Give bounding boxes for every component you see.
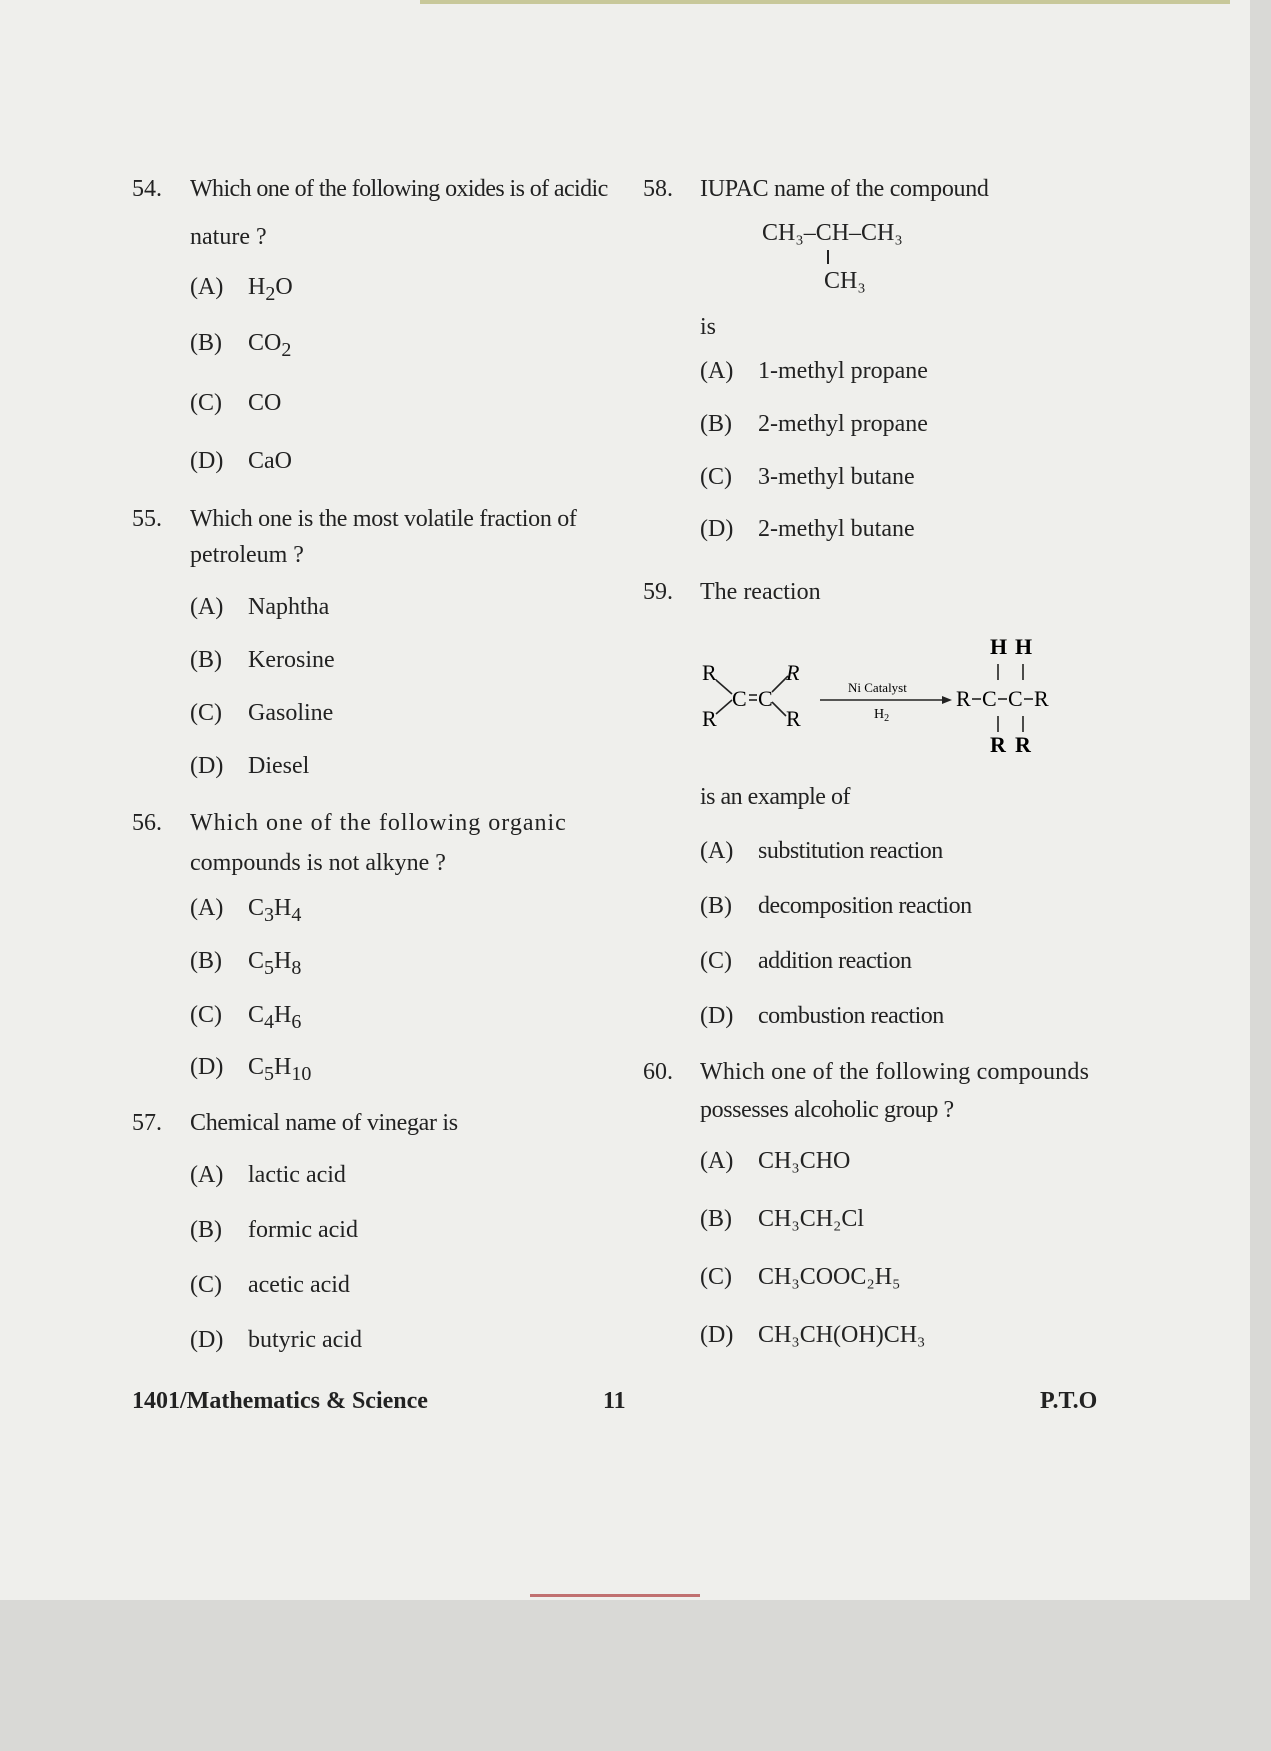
pto-label: P.T.O [1040,1388,1098,1414]
structure-bond [827,250,829,264]
question-text-cont: possesses alcoholic group ? [700,1097,954,1123]
product-r-bottom-right: R [1015,732,1031,757]
bond [716,680,732,694]
structure-58 [762,220,962,300]
option-58-b: (B) 2-methyl propane [700,411,928,437]
question-text: IUPAC name of the compound [700,176,989,202]
option-57-d: (D) butyric acid [190,1327,362,1353]
option-55-b: (B) Kerosine [190,647,335,673]
option-57-c: (C) acetic acid [190,1272,350,1298]
question-text: Which one of the following compounds [700,1059,1090,1085]
reactant-carbon-right: C [758,686,773,711]
option-59-c: (C) addition reaction [700,948,912,974]
question-60 [643,1055,1103,1135]
page-number: 11 [603,1388,626,1414]
question-54 [132,172,612,250]
reactant-r-top-right: R [786,660,800,685]
option-58-c: (C) 3-methyl butane [700,464,915,490]
bond [716,700,732,714]
option-58-a: (A) 1-methyl propane [700,358,928,384]
question-text: Which one is the most volatile fraction of [190,506,577,532]
question-text: Which one of the following organic [190,810,567,836]
question-number: 55. [132,506,162,532]
question-text-cont: compounds is not alkyne ? [190,850,446,876]
question-number: 60. [643,1059,673,1085]
catalyst-label: Ni Catalyst [848,680,907,695]
question-text: Chemical name of vinegar is [190,1110,458,1136]
question-number: 54. [132,176,162,202]
question-59-text-cont: is an example of [700,784,850,810]
question-text-cont: nature ? [190,224,267,250]
option-56-d: (D) $C_5H_{10}$ [190,1054,312,1085]
option-55-c: (C) Gasoline [190,700,334,726]
question-57 [132,1106,612,1146]
option-54-b: (B) $CO_2$ [190,330,292,361]
option-59-b: (B) decomposition reaction [700,893,972,919]
question-56 [132,806,612,886]
question-55 [132,502,612,582]
product-h-left: H [990,634,1008,659]
question-number: 59. [643,579,673,605]
option-60-b: (B) CH₃CH₂Cl [700,1206,865,1232]
reagent-label: $H_2$ [874,707,890,724]
option-54-c: (C) CO [190,390,282,416]
structure-main-chain: CH₃–CH–CH₃ [762,220,903,246]
bond [772,702,786,716]
reactant-r-bottom-left: R [702,706,717,731]
reactant-r-bottom-right: R [786,706,801,731]
product-carbon-right: C [1008,686,1023,711]
option-56-a: (A) $C_3H_4$ [190,895,302,926]
option-55-d: (D) Diesel [190,753,310,779]
reactant-r-top-left: R [702,660,717,685]
option-59-d: (D) combustion reaction [700,1003,944,1029]
option-54-a: (A) $H_2O$ [190,274,293,305]
option-56-b: (B) $C_5H_8$ [190,948,302,979]
scan-edge-line [420,0,1230,4]
question-number: 57. [132,1110,162,1136]
question-number: 58. [643,176,673,202]
text-is: is [700,314,717,340]
option-60-c: (C) CH₃COOC₂H₅ [700,1264,901,1290]
option-55-a: (A) Naphtha [190,594,330,620]
reactant-carbon-left: C [732,686,747,711]
paper-code: 1401/Mathematics & Science [132,1388,428,1414]
structure-branch: CH₃ [824,268,866,294]
question-number: 56. [132,810,162,836]
reaction-diagram [690,630,1080,765]
option-56-c: (C) $C_4H_6$ [190,1002,302,1033]
option-57-b: (B) formic acid [190,1217,358,1243]
product-carbon-left: C [982,686,997,711]
product-r-left: R [956,686,971,711]
option-59-a: (A) substitution reaction [700,838,943,864]
product-h-right: H [1015,634,1033,659]
option-57-a: (A) lactic acid [190,1162,346,1188]
option-54-d: (D) CaO [190,448,292,474]
question-58 [643,172,1043,212]
arrow-head-icon [942,696,952,704]
question-59 [643,575,1043,615]
option-60-d: (D) CH₃CH(OH)CH₃ [700,1322,926,1348]
product-r-bottom-left: R [990,732,1006,757]
option-58-d: (D) 2-methyl butane [700,516,915,542]
scan-mark [530,1594,700,1597]
product-r-right: R [1034,686,1049,711]
question-text: Which one of the following oxides is of acidic [190,176,608,202]
question-text-cont: petroleum ? [190,542,304,568]
option-60-a: (A) CH₃CHO [700,1148,851,1174]
question-text: The reaction [700,579,821,605]
